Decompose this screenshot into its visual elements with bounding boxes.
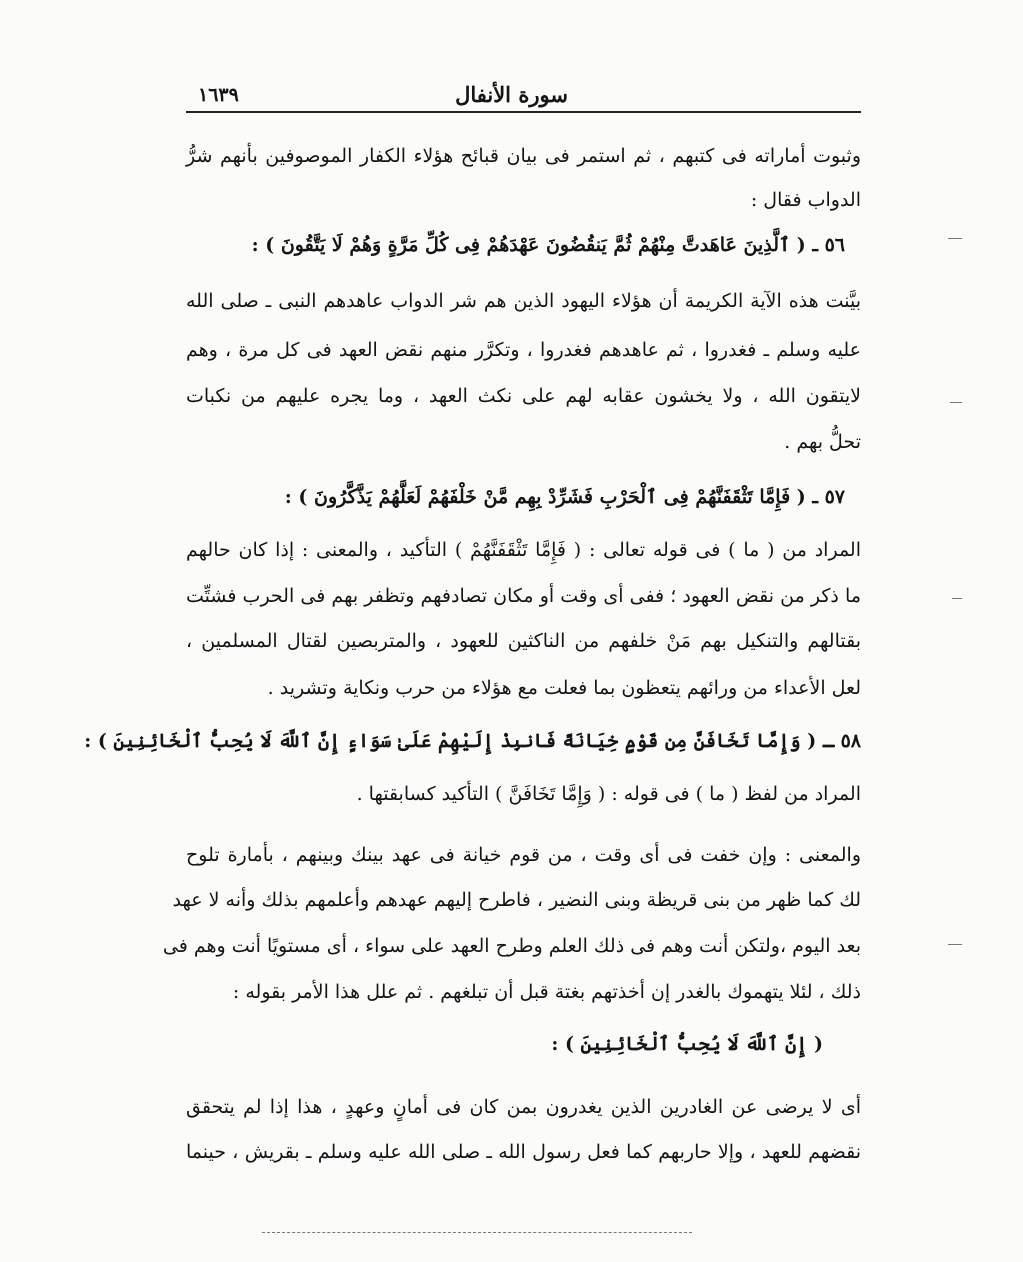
text-line: لك كما ظهر من بنى قريظة وبنى النضير ، فاطرح إليهم عهدهم وأعلمهم بذلك وأنه لا عهد	[172, 889, 861, 911]
text-line: أى لا يرضى عن الغادرين الذين يغدرون بمن كان فى أمانٍ وعهدٍ ، هذا إذا لم يتحقق	[186, 1096, 861, 1118]
verse-57: ٥٧ ـ ( فَإِمَّا تَثْقَفَنَّهُمْ فِى ٱلْحَرْبِ فَشَرِّدْ بِهِم مَّنْ خَلْفَهُمْ لَعَلَّهُمْ يَذَّكَّرُونَ ) :	[284, 486, 845, 508]
text-line: لعل الأعداء من ورائهم يتعظون بما فعلت مع هؤلاء من حرب ونكاية وتشريد .	[267, 677, 861, 699]
page-number: ١٦٣٩	[198, 84, 239, 106]
text-line: نقضهم للعهد ، وإلا حاربهم كما فعل رسول الله ـ صلى الله عليه وسلم ـ بقريش ، حينما	[186, 1141, 861, 1163]
text-line: المراد من لفظ ( ما ) فى قوله : ( وَإِمَّا تَخَافَنَّ ) التأكيد كسابقتها .	[356, 783, 861, 805]
text-line: وثبوت أماراته فى كتبهم ، ثم استمر فى بيان قبائح هؤلاء الكفار الموصوفين بأنهم شرُّ	[186, 145, 861, 167]
text-line: بيَّنت هذه الآية الكريمة أن هؤلاء اليهود الذين هم شر الدواب عاهدهم النبى ـ صلى الله	[186, 290, 861, 312]
text-line: ما ذكر من نقض العهود ؛ ففى أى وقت أو مكان تصادفهم وتظفر بهم فى الحرب فشتِّت	[186, 585, 861, 607]
text-line: ذلك ، لئلا يتهموك بالغدر إن أخذتهم بغتة قبل أن تبلغهم . ثم علل هذا الأمر بقوله :	[232, 981, 861, 1003]
margin-mark	[948, 238, 962, 239]
margin-mark	[948, 944, 962, 945]
verse-quote: ( إِنَّ ٱللَّهَ لَا يُحِبُّ ٱلْخَائِنِينَ ) :	[551, 1033, 823, 1055]
scan-bottom-rule	[262, 1232, 692, 1233]
text-line: المراد من ( ما ) فى قوله تعالى : ( فَإِمَّا تَثْقَفَنَّهُمْ ) التأكيد ، والمعنى : إذا كان حالهم	[186, 539, 861, 561]
margin-mark	[950, 402, 962, 403]
verse-56: ٥٦ ـ ( ٱلَّذِينَ عَاهَدتَّ مِنْهُمْ ثُمَّ يَنقُضُونَ عَهْدَهُمْ فِى كُلِّ مَرَّةٍ وَهُمْ لَا يَتَّقُونَ ) :	[251, 234, 845, 256]
header-rule	[186, 111, 861, 113]
text-line: لايتقون الله ، ولا يخشون عقابه لهم على نكث العهد ، وما يجره عليهم من نكبات	[186, 385, 861, 407]
margin-mark	[952, 598, 962, 599]
text-line: عليه وسلم ـ فغدروا ، ثم عاهدهم فغدروا ، وتكرَّر منهم نقض العهد فى كل مرة ، وهم	[186, 339, 861, 361]
surah-title: سورة الأنفال	[455, 82, 568, 107]
text-line: والمعنى : وإن خفت فى أى وقت ، من قوم خيانة فى عهد بينك وبينهم ، بأمارة تلوح	[186, 844, 861, 866]
text-line: بقتالهم والتنكيل بهم مَنْ خلفهم من الناكثين للعهود ، والمتربصين لقتال المسلمين ،	[186, 630, 861, 652]
text-line: الدواب فقال :	[750, 189, 861, 211]
text-line: بعد اليوم ،ولتكن أنت وهم فى ذلك العلم وطرح العهد على سواء ، أى مستويًا أنت وهم فى	[162, 935, 861, 957]
verse-58: ٥٨ ـ ( وَإِمَّا تَخَافَنَّ مِن قَوْمٍ خِيَانَةً فَانبِذْ إِلَيْهِمْ عَلَىٰ سَوَاءٍ إِنَّ ٱللَّهَ لَا يُحِبُّ ٱلْخَائِنِينَ ) :	[84, 730, 861, 752]
text-line: تحلُّ بهم .	[784, 431, 861, 453]
